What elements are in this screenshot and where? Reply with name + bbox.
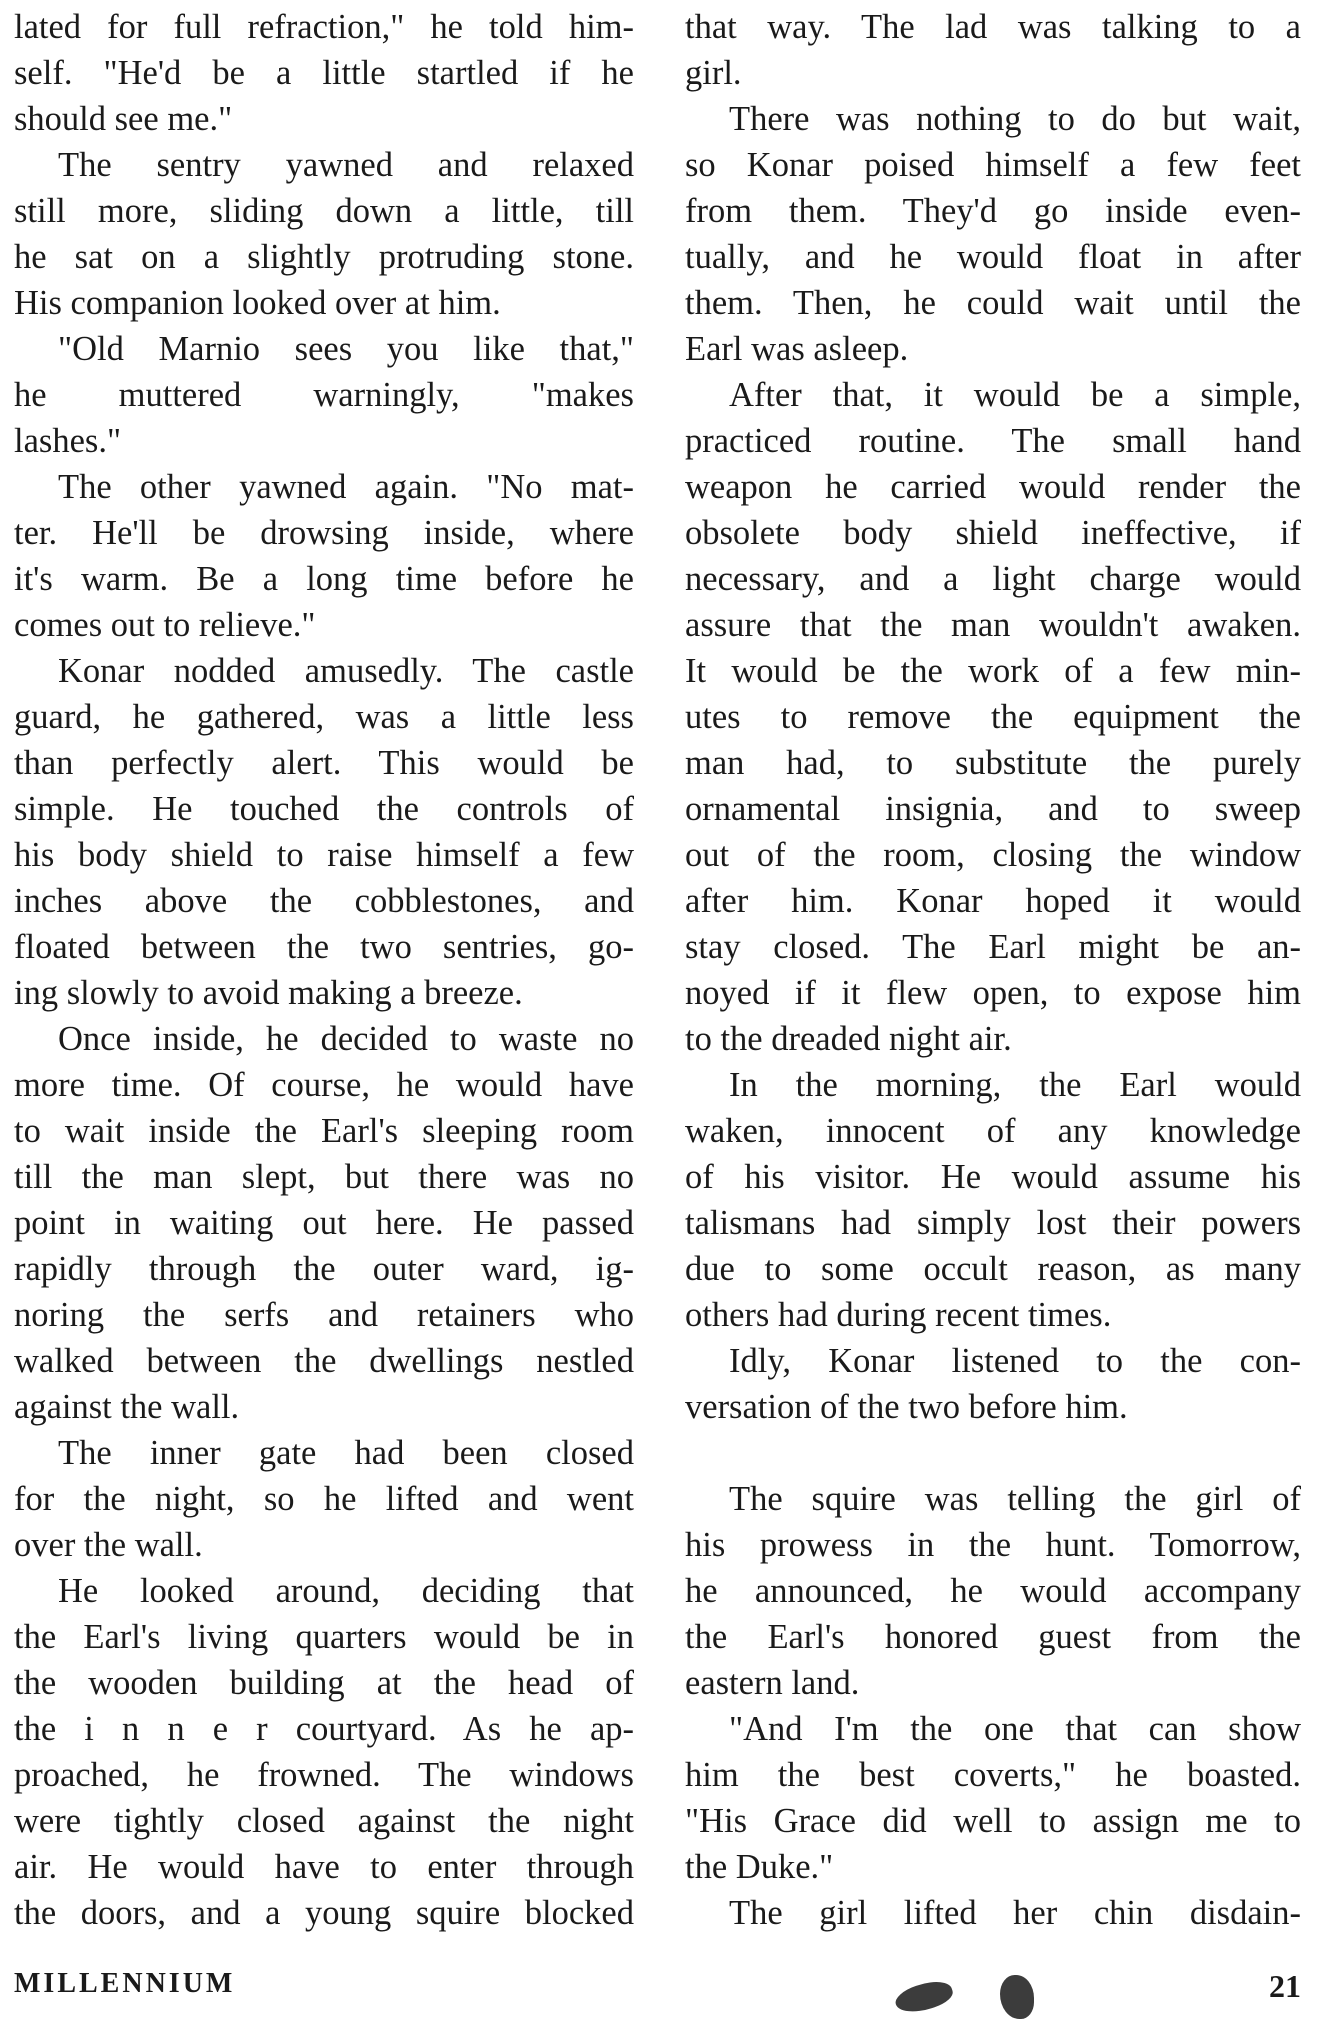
page-number: 21 bbox=[1269, 1968, 1301, 2004]
text-line: obsolete body shield ineffective, if bbox=[685, 514, 1301, 552]
text-line: of his visitor. He would assume his bbox=[685, 1158, 1301, 1196]
text-line: tually, and he would float in after bbox=[685, 238, 1301, 276]
text-line: out of the room, closing the window bbox=[685, 836, 1301, 874]
ink-smudge bbox=[1000, 1975, 1034, 2019]
text-line: ornamental insignia, and to sweep bbox=[685, 790, 1301, 828]
text-line: due to some occult reason, as many bbox=[685, 1250, 1301, 1288]
text-line: self. "He'd be a little startled if he bbox=[14, 54, 634, 92]
text-line: The inner gate had been closed bbox=[58, 1434, 634, 1472]
text-line: utes to remove the equipment the bbox=[685, 698, 1301, 736]
text-line: that way. The lad was talking to a bbox=[685, 8, 1301, 46]
text-line: The other yawned again. "No mat- bbox=[58, 468, 634, 506]
text-line: "Old Marnio sees you like that," bbox=[58, 330, 634, 368]
text-line: than perfectly alert. This would be bbox=[14, 744, 634, 782]
text-line: "And I'm the one that can show bbox=[729, 1710, 1301, 1748]
text-line: comes out to relieve." bbox=[14, 606, 316, 644]
text-line: He looked around, deciding that bbox=[58, 1572, 634, 1610]
text-line: his body shield to raise himself a few bbox=[14, 836, 634, 874]
right-text-column bbox=[685, 4, 1301, 1936]
text-line: air. He would have to enter through bbox=[14, 1848, 634, 1886]
text-line: versation of the two before him. bbox=[685, 1388, 1128, 1426]
text-line: man had, to substitute the purely bbox=[685, 744, 1301, 782]
text-line: Earl was asleep. bbox=[685, 330, 909, 368]
left-text-column bbox=[14, 4, 634, 1936]
text-line: them. Then, he could wait until the bbox=[685, 284, 1301, 322]
text-line: After that, it would be a simple, bbox=[729, 376, 1301, 414]
text-line: should see me." bbox=[14, 100, 233, 138]
magazine-title: MILLENNIUM bbox=[14, 1968, 236, 1999]
text-line: There was nothing to do but wait, bbox=[729, 100, 1301, 138]
text-line: simple. He touched the controls of bbox=[14, 790, 634, 828]
text-line: The sentry yawned and relaxed bbox=[58, 146, 634, 184]
text-line: lated for full refraction," he told him- bbox=[14, 8, 634, 46]
text-line: the Duke." bbox=[685, 1848, 834, 1886]
text-line: walked between the dwellings nestled bbox=[14, 1342, 634, 1380]
text-line: the wooden building at the head of bbox=[14, 1664, 634, 1702]
text-line: so Konar poised himself a few feet bbox=[685, 146, 1301, 184]
text-line: waken, innocent of any knowledge bbox=[685, 1112, 1301, 1150]
text-line: rapidly through the outer ward, ig- bbox=[14, 1250, 634, 1288]
text-line: necessary, and a light charge would bbox=[685, 560, 1301, 598]
text-line: talismans had simply lost their powers bbox=[685, 1204, 1301, 1242]
text-line: from them. They'd go inside even- bbox=[685, 192, 1301, 230]
text-line: were tightly closed against the night bbox=[14, 1802, 634, 1840]
text-line: assure that the man wouldn't awaken. bbox=[685, 606, 1301, 644]
text-line: he announced, he would accompany bbox=[685, 1572, 1301, 1610]
text-line: practiced routine. The small hand bbox=[685, 422, 1301, 460]
text-line: the Earl's honored guest from the bbox=[685, 1618, 1301, 1656]
text-line: others had during recent times. bbox=[685, 1296, 1112, 1334]
text-line: weapon he carried would render the bbox=[685, 468, 1301, 506]
text-line: stay closed. The Earl might be an- bbox=[685, 928, 1301, 966]
text-line: still more, sliding down a little, till bbox=[14, 192, 634, 230]
text-line: noyed if it flew open, to expose him bbox=[685, 974, 1301, 1012]
text-line: the i n n e r courtyard. As he ap- bbox=[14, 1710, 634, 1748]
text-line: he sat on a slightly protruding stone. bbox=[14, 238, 634, 276]
text-line: girl. bbox=[685, 54, 742, 92]
text-line: to wait inside the Earl's sleeping room bbox=[14, 1112, 634, 1150]
text-line: The squire was telling the girl of bbox=[729, 1480, 1301, 1518]
text-line: proached, he frowned. The windows bbox=[14, 1756, 634, 1794]
text-line: The girl lifted her chin disdain- bbox=[729, 1894, 1301, 1932]
text-line: over the wall. bbox=[14, 1526, 203, 1564]
text-line: noring the serfs and retainers who bbox=[14, 1296, 634, 1334]
text-line: it's warm. Be a long time before he bbox=[14, 560, 634, 598]
text-line: inches above the cobblestones, and bbox=[14, 882, 634, 920]
text-line: floated between the two sentries, go- bbox=[14, 928, 634, 966]
text-line: the Earl's living quarters would be in bbox=[14, 1618, 634, 1656]
text-line: In the morning, the Earl would bbox=[729, 1066, 1301, 1104]
text-line: ing slowly to avoid making a breeze. bbox=[14, 974, 523, 1012]
page-footer bbox=[14, 1968, 1301, 2008]
text-line: the doors, and a young squire blocked bbox=[14, 1894, 634, 1932]
text-line: Idly, Konar listened to the con- bbox=[729, 1342, 1301, 1380]
text-line: guard, he gathered, was a little less bbox=[14, 698, 634, 736]
text-line: lashes." bbox=[14, 422, 122, 460]
section-break bbox=[685, 1430, 1301, 1476]
text-line: after him. Konar hoped it would bbox=[685, 882, 1301, 920]
text-line: him the best coverts," he boasted. bbox=[685, 1756, 1301, 1794]
text-line: eastern land. bbox=[685, 1664, 860, 1702]
text-line: he muttered warningly, "makes bbox=[14, 376, 634, 414]
text-line: His companion looked over at him. bbox=[14, 284, 501, 322]
text-line: It would be the work of a few min- bbox=[685, 652, 1301, 690]
text-line: ter. He'll be drowsing inside, where bbox=[14, 514, 634, 552]
text-line: "His Grace did well to assign me to bbox=[685, 1802, 1301, 1840]
text-line: against the wall. bbox=[14, 1388, 240, 1426]
text-line: Once inside, he decided to waste no bbox=[58, 1020, 634, 1058]
text-line: his prowess in the hunt. Tomorrow, bbox=[685, 1526, 1301, 1564]
text-line: till the man slept, but there was no bbox=[14, 1158, 634, 1196]
text-line: Konar nodded amusedly. The castle bbox=[58, 652, 634, 690]
text-line: more time. Of course, he would have bbox=[14, 1066, 634, 1104]
text-line: for the night, so he lifted and went bbox=[14, 1480, 634, 1518]
text-line: point in waiting out here. He passed bbox=[14, 1204, 634, 1242]
text-line: to the dreaded night air. bbox=[685, 1020, 1012, 1058]
